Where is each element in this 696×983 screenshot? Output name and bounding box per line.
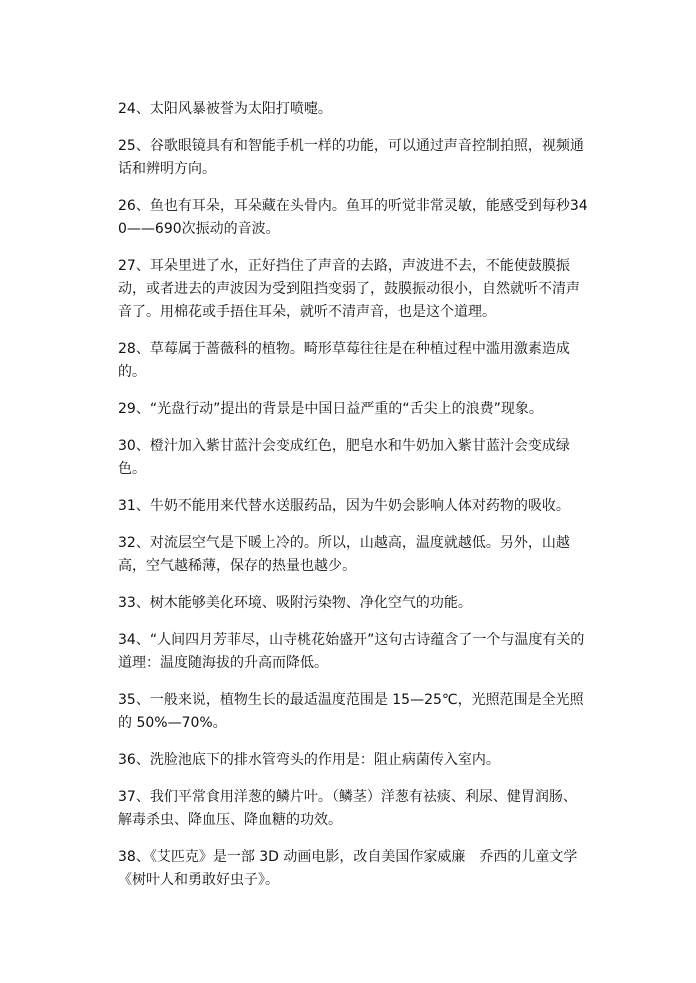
- document-body: [118, 98, 588, 906]
- paragraph-34: 34、“人间四月芳菲尽，山寺桃花始盛开”这句古诗蕴含了一个与温度有关的道理：温度随海拔的升高而降低。: [118, 632, 585, 671]
- paragraph-30: 30、橙汁加入紫甘蓝汁会变成红色，肥皂水和牛奶加入紫甘蓝汁会变成绿色。: [118, 438, 570, 477]
- paragraph-24: 24、太阳风暴被誉为太阳打喷嚏。: [118, 101, 332, 117]
- paragraph-35: 35、一般来说，植物生长的最适温度范围是 15—25℃，光照范围是全光照的 50%—70%。: [118, 692, 584, 731]
- paragraph-29: 29、“光盘行动”提出的背景是中国日益严重的“舌尖上的浪费”现象。: [118, 401, 543, 417]
- paragraph-25: 25、谷歌眼镜具有和智能手机一样的功能，可以通过声音控制拍照，视频通话和辨明方向。: [118, 138, 584, 177]
- paragraph-37: 37、我们平常食用洋葱的鳞片叶。（鳞茎）洋葱有祛痰、利尿、健胃润肠、解毒杀虫、降血压、降血糖的功效。: [118, 789, 577, 828]
- paragraph-36: 36、洗脸池底下的排水管弯头的作用是：阻止病菌传入室内。: [118, 752, 500, 768]
- paragraph-33: 33、树木能够美化环境、吸附污染物、净化空气的功能。: [118, 595, 472, 611]
- paragraph-32: 32、对流层空气是下暖上冷的。所以，山越高，温度就越低。另外，山越高，空气越稀薄，保存的热量也越少。: [118, 535, 570, 574]
- paragraph-26: 26、鱼也有耳朵，耳朵藏在头骨内。鱼耳的听觉非常灵敏，能感受到每秒340——690次振动的音波。: [118, 198, 588, 237]
- paragraph-31: 31、牛奶不能用来代替水送服药品，因为牛奶会影响人体对药物的吸收。: [118, 498, 570, 514]
- paragraph-38: 38、《艾匹克》是一部 3D 动画电影，改自美国作家威廉 乔西的儿童文学《树叶人和勇敢好虫子》。: [118, 849, 578, 888]
- paragraph-28: 28、草莓属于蔷薇科的植物。畸形草莓往往是在种植过程中滥用激素造成的。: [118, 341, 570, 380]
- paragraph-27: 27、耳朵里进了水，正好挡住了声音的去路，声波进不去，不能使鼓膜振动，或者进去的声波因为受到阻挡变弱了，鼓膜振动很小，自然就听不清声音了。用棉花或手捂住耳朵，就听不清声音，也是这个道理。: [118, 258, 580, 320]
